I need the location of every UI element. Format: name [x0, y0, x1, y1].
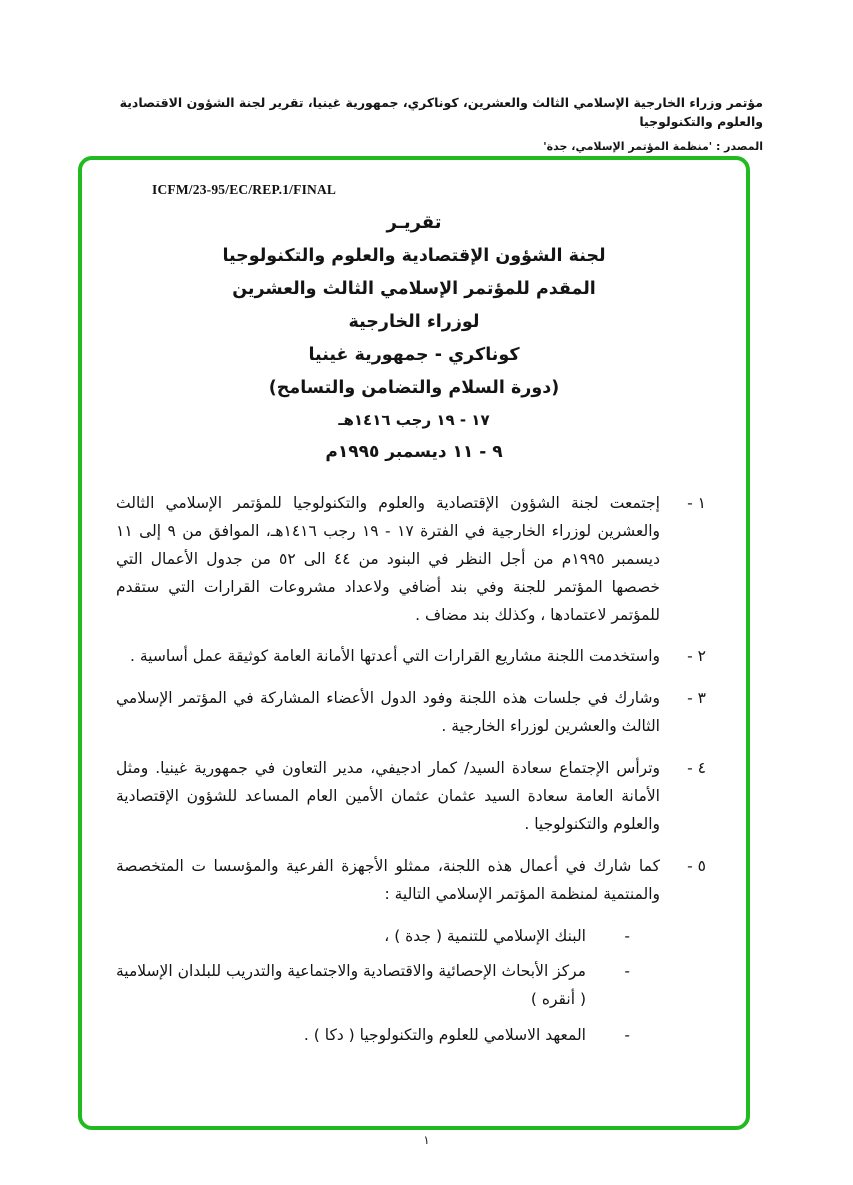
body-paragraph [116, 853, 706, 909]
title-date-gregorian: ٩ - ١١ ديسمبر ١٩٩٥م [325, 442, 503, 462]
title-date-hijri: ١٧ - ١٩ رجب ١٤١٦هـ [338, 411, 490, 429]
title-line: لوزراء الخارجية [348, 312, 480, 332]
title-line: المقدم للمؤتمر الإسلامي الثالث والعشرين [232, 279, 596, 299]
paragraph-number: ٤ - [687, 759, 706, 778]
title-line: لجنة الشؤون الإقتصادية والعلوم والتكنولوجيا [222, 246, 606, 266]
paragraph-text: كما شارك في أعمال هذه اللجنة، ممثلو الأجهزة الفرعية والمؤسسا ت المتخصصة والمنتمية لمنظمة المؤتمر الإسلامي التالية : [116, 856, 660, 903]
body-paragraph [116, 685, 706, 741]
body-paragraph [116, 490, 706, 629]
bullet-list [116, 923, 706, 1051]
paragraph-number: ٣ - [687, 689, 706, 708]
bullet-item [116, 1022, 630, 1050]
title-line: كوناكري - جمهورية غينيا [308, 345, 520, 365]
document-reference: ICFM/23-95/EC/REP.1/FINAL [152, 182, 337, 197]
page-header [91, 94, 763, 153]
body-paragraph [116, 643, 706, 671]
bullet-dash: - [624, 962, 630, 981]
bullet-text: المعهد الاسلامي للعلوم والتكنولوجيا ( دكا ) . [303, 1026, 586, 1045]
page-number: ١ [423, 1133, 430, 1147]
paragraph-text: وترأس الإجتماع سعادة السيد/ كمار ادجيفي، مدير التعاون في جمهورية غينيا. ومثل الأمانة العامة سعادة السيد عثمان عثمان الأمين العام المساعد للشؤون الإقتصادية والعلوم والتكنولوجيا . [116, 759, 660, 833]
bullet-item [116, 923, 630, 951]
bullet-text: مركز الأبحاث الإحصائية والاقتصادية والاجتماعية والتدريب للبلدان الإسلامية ( أنقره ) [116, 962, 586, 1009]
header-source-line: المصدر : 'منظمة المؤتمر الإسلامي، جدة' [543, 139, 763, 153]
paragraph-number: ١ - [687, 494, 706, 512]
bullet-text: البنك الإسلامي للتنمية ( جدة ) ، [384, 926, 586, 945]
paragraph-text: وشارك في جلسات هذه اللجنة وفود الدول الأعضاء المشاركة في المؤتمر الإسلامي الثالث والعشرين لوزراء الخارجية . [116, 689, 660, 736]
title-line: (دورة السلام والتضامن والتسامح) [268, 378, 560, 398]
bullet-dash: - [624, 926, 630, 945]
paragraph-number: ٥ - [687, 856, 706, 875]
bullet-item [116, 958, 630, 1014]
document-body [116, 490, 706, 1050]
paragraph-text: إجتمعت لجنة الشؤون الإقتصادية والعلوم والتكنولوجيا للمؤتمر الإسلامي الثالث والعشرين لوزراء الخارجية في الفترة ١٧ - ١٩ رجب ١٤١٦هـ، الموافق من ٩ إلى ١١ ديسمبر ١٩٩٥م من أجل النظر في البنود من ٤٤ الى ٥٢ من جدول الأعمال التي خصصها المؤتمر للجنة وفي بند أضافي ولاعداد مشروعات القرارات التي ستقدم للمؤتمر لاعتمادها ، وكذلك بند مضاف . [116, 494, 660, 624]
bullet-dash: - [624, 1026, 630, 1045]
paragraph-text: واستخدمت اللجنة مشاريع القرارات التي أعدتها الأمانة العامة كوثيقة عمل أساسية . [129, 647, 660, 666]
document-frame [78, 156, 750, 1130]
header-citation-line: مؤتمر وزراء الخارجية الإسلامي الثالث والعشرين، كوناكري، جمهورية غينيا، تقرير لجنة الشؤون الاقتصادية والعلوم والتكنولوجيا [119, 95, 763, 129]
paragraph-number: ٢ - [687, 647, 706, 666]
body-paragraph [116, 755, 706, 839]
title-line: تقريـر [386, 212, 442, 233]
title-block [82, 212, 746, 462]
